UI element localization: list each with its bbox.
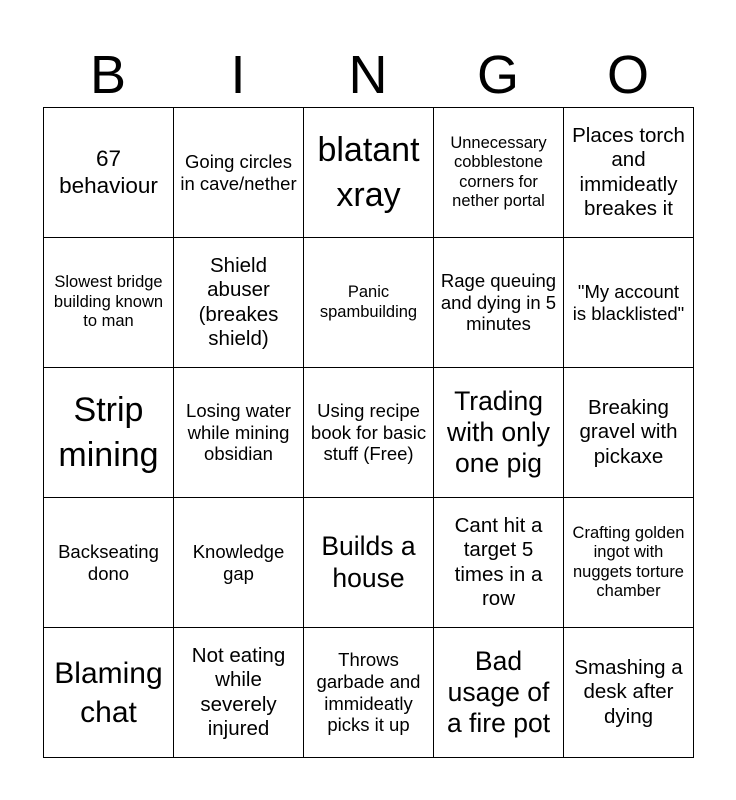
bingo-cell[interactable] xyxy=(304,498,434,628)
header-letter-o: O xyxy=(606,45,649,105)
bingo-cell-text: Blaming chat xyxy=(54,656,163,729)
bingo-cell[interactable] xyxy=(434,368,564,498)
bingo-cell-text: Going circles in cave/nether xyxy=(180,150,297,194)
bingo-header xyxy=(43,44,693,106)
bingo-cell-text: Throws garbade and immideatly picks it up xyxy=(316,648,421,736)
bingo-row-2 xyxy=(44,238,694,368)
bingo-cell-text: Losing water while mining obsidian xyxy=(186,399,291,465)
bingo-cell[interactable] xyxy=(564,498,694,628)
bingo-cell[interactable] xyxy=(564,108,694,238)
bingo-cell[interactable] xyxy=(304,108,434,238)
bingo-cell-text: 67 behaviour xyxy=(59,145,158,198)
bingo-cell-text: Shield abuser (breakes shield) xyxy=(198,254,279,350)
header-letter-b: B xyxy=(89,45,127,105)
bingo-cell[interactable] xyxy=(564,628,694,758)
bingo-cell-text: Backseating dono xyxy=(58,540,159,584)
header-letter-i: I xyxy=(230,45,246,105)
bingo-cell[interactable] xyxy=(434,498,564,628)
bingo-cell-text: Builds a house xyxy=(321,531,416,593)
bingo-cell-text: Not eating while severely injured xyxy=(191,644,286,740)
bingo-cell-text: Crafting golden ingot with nuggets torture chamber xyxy=(572,523,685,600)
bingo-cell-text: Places torch and immideatly breakes it xyxy=(572,124,685,220)
bingo-cell[interactable] xyxy=(434,628,564,758)
bingo-cell[interactable] xyxy=(304,368,434,498)
bingo-row-4 xyxy=(44,498,694,628)
bingo-cell-text: Smashing a desk after dying xyxy=(574,656,683,728)
bingo-row-5 xyxy=(44,628,694,758)
bingo-cell[interactable] xyxy=(564,238,694,368)
bingo-cell-text: Using recipe book for basic stuff (Free) xyxy=(310,399,427,465)
bingo-cell[interactable] xyxy=(174,628,304,758)
bingo-cell-text: Strip mining xyxy=(58,391,159,474)
bingo-cell[interactable] xyxy=(44,368,174,498)
bingo-cell[interactable] xyxy=(44,238,174,368)
bingo-cell[interactable] xyxy=(304,238,434,368)
bingo-cell-text: Rage queuing and dying in 5 minutes xyxy=(440,269,557,335)
bingo-cell[interactable] xyxy=(174,108,304,238)
header-letter-n: N xyxy=(348,45,388,105)
bingo-cell[interactable] xyxy=(174,368,304,498)
bingo-cell[interactable] xyxy=(174,498,304,628)
bingo-cell[interactable] xyxy=(304,628,434,758)
bingo-cell-text: Bad usage of a fire pot xyxy=(446,645,551,739)
bingo-cell[interactable] xyxy=(44,628,174,758)
bingo-row-3 xyxy=(44,368,694,498)
bingo-cell-text: Unnecessary cobblestone corners for nether portal xyxy=(450,133,547,210)
bingo-cell-text: Knowledge gap xyxy=(192,540,285,584)
bingo-cell[interactable] xyxy=(434,238,564,368)
bingo-cell[interactable] xyxy=(174,238,304,368)
bingo-cell-text: Panic spambuilding xyxy=(319,283,418,321)
bingo-card xyxy=(43,107,694,758)
bingo-cell-text: Breaking gravel with pickaxe xyxy=(579,396,678,468)
bingo-cell-text: Cant hit a target 5 times in a row xyxy=(454,514,543,610)
header-letter-g: G xyxy=(476,45,519,105)
bingo-cell-text: Slowest bridge building known to man xyxy=(53,273,164,331)
bingo-cell-text: "My account is blacklisted" xyxy=(572,280,685,324)
bingo-cell[interactable] xyxy=(434,108,564,238)
bingo-row-1 xyxy=(44,108,694,238)
bingo-cell-text: Trading with only one pig xyxy=(446,385,551,479)
bingo-cell[interactable] xyxy=(564,368,694,498)
bingo-cell[interactable] xyxy=(44,498,174,628)
bingo-cell-text: blatant xray xyxy=(317,131,420,214)
bingo-cell[interactable] xyxy=(44,108,174,238)
